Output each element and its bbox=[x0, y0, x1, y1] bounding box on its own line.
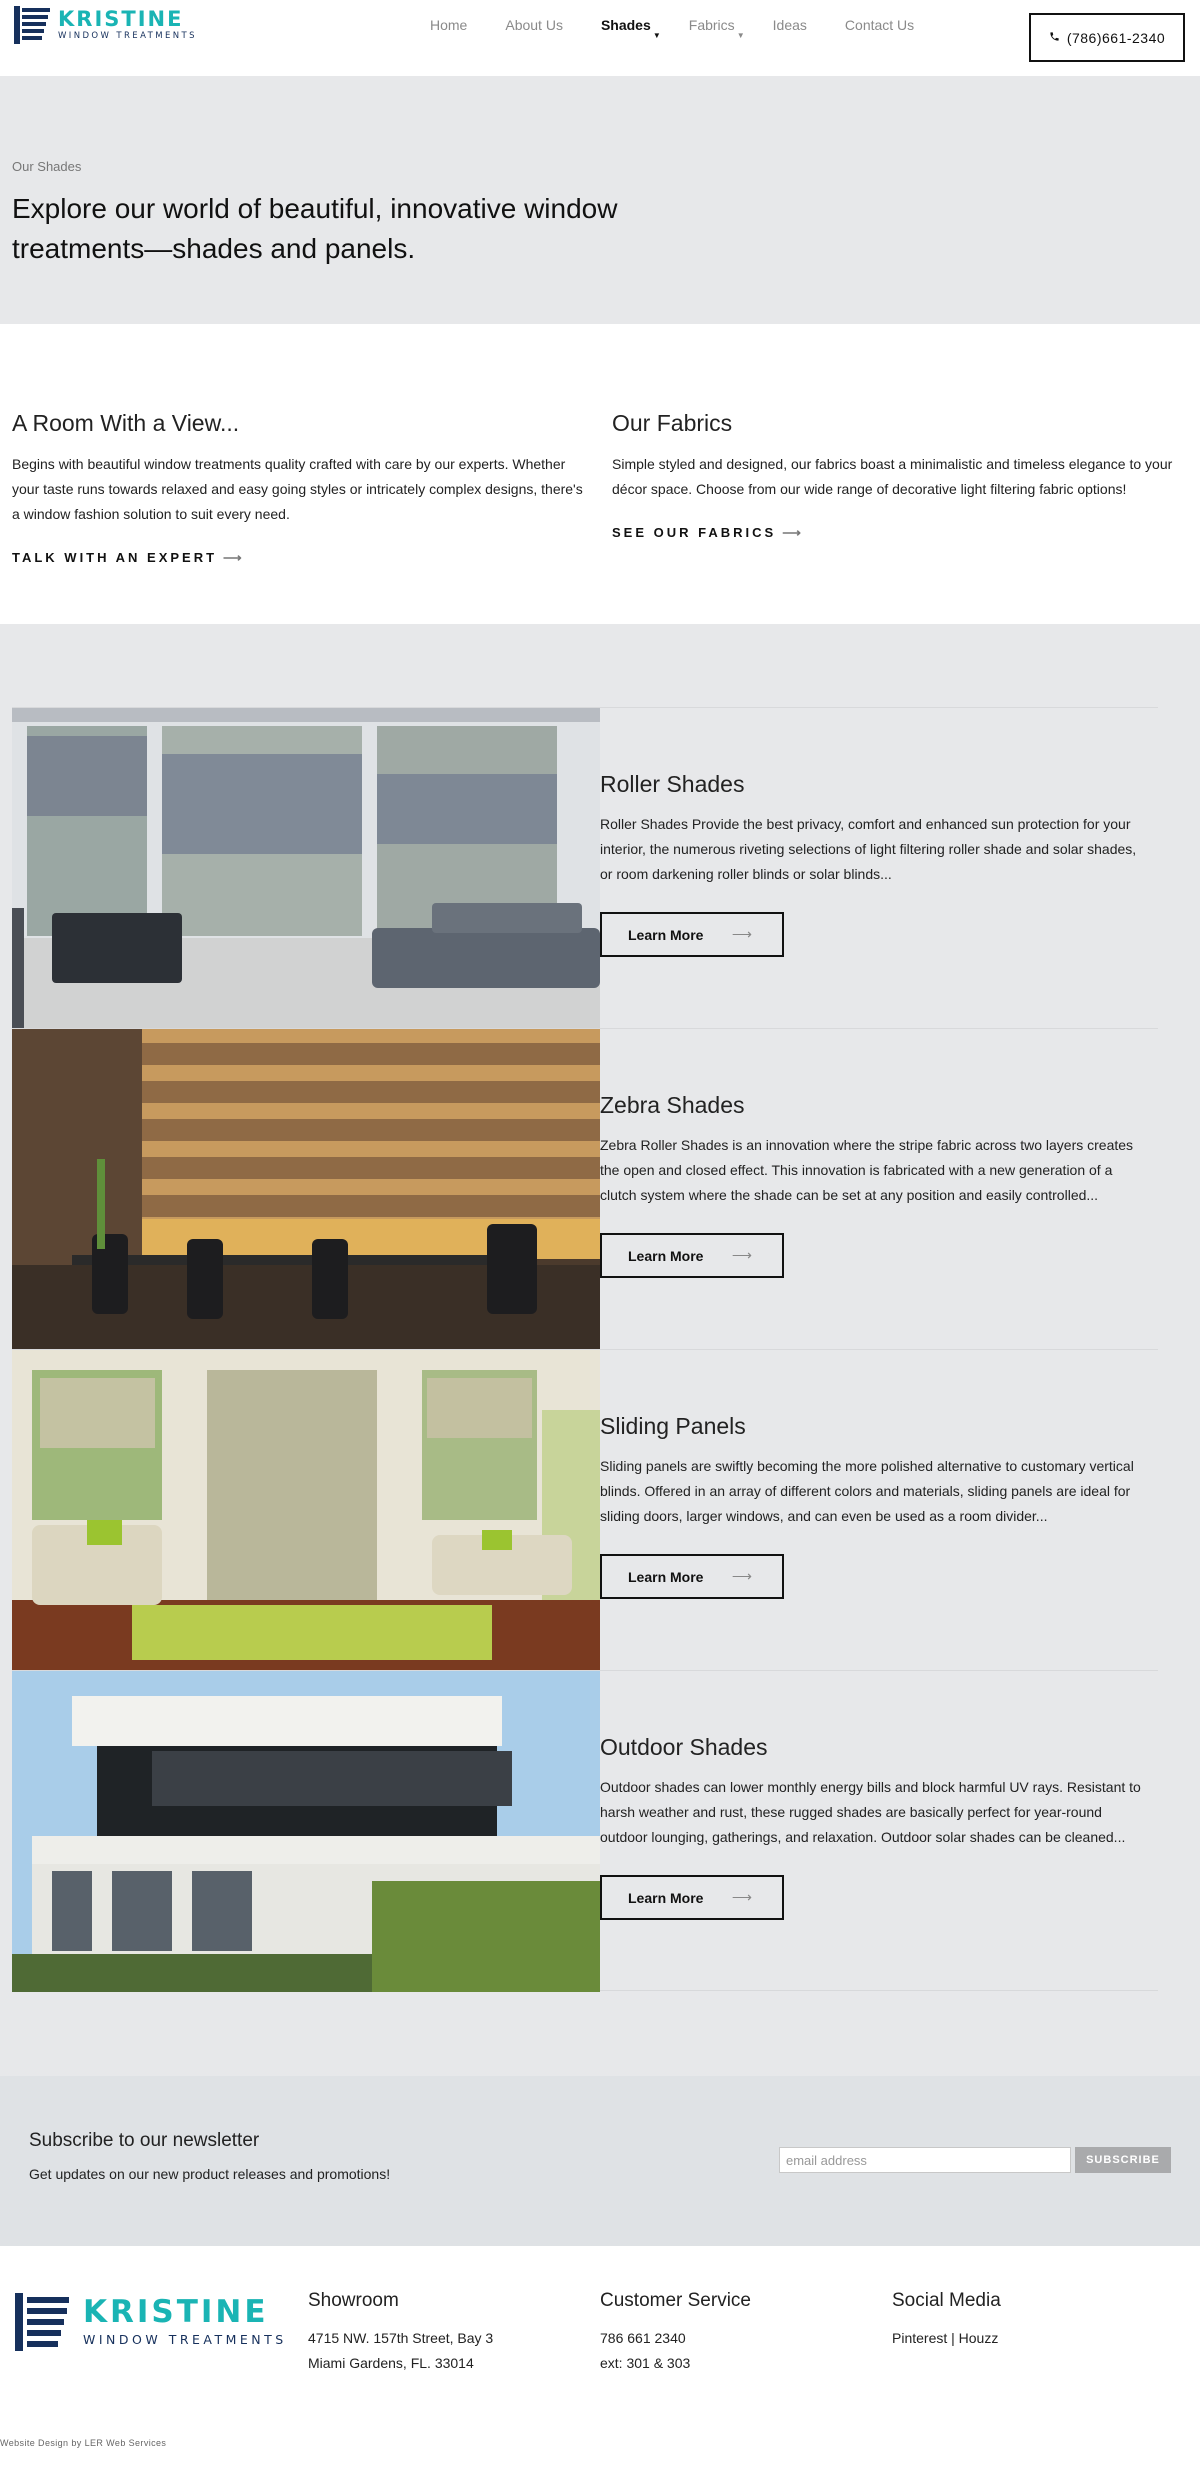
learn-more-label: Learn More bbox=[628, 1889, 704, 1906]
product-description: Zebra Roller Shades is an innovation where the stripe fabric across two layers creates the open and closed effect. This innovation is fabricated with a new generation of a clutch system where the shade can be set at any position and easily controlled... bbox=[600, 1137, 1134, 1203]
logo-wordmark: KRISTINE bbox=[58, 7, 184, 31]
showroom-column bbox=[308, 2290, 493, 2376]
roller-shades-info bbox=[600, 770, 1160, 957]
subscribe-button[interactable]: SUBSCRIBE bbox=[1075, 2147, 1171, 2173]
caret-down-icon: ▼ bbox=[652, 31, 661, 40]
product-title: Sliding Panels bbox=[600, 1413, 746, 1439]
our-fabrics-title: Our Fabrics bbox=[612, 410, 733, 436]
sliding-panels-info bbox=[600, 1412, 1160, 1599]
product-description: Sliding panels are swiftly becoming the more polished alternative to customary vertical blinds. Offered in an array of different colors and materials, sliding panels are ideal for sliding doors, larger windows, and can even be used as a room divider... bbox=[600, 1458, 1134, 1524]
showroom-address-line-1: 4715 NW. 157th Street, Bay 3 bbox=[308, 2330, 494, 2346]
nav-item-fabrics-label: Fabrics bbox=[688, 17, 735, 33]
talk-with-expert-link[interactable] bbox=[12, 550, 242, 566]
design-credit[interactable]: Website Design by LER Web Services bbox=[0, 2438, 167, 2448]
product-title: Zebra Shades bbox=[600, 1092, 745, 1118]
nav-item-contact-us[interactable]: Contact Us bbox=[844, 17, 915, 33]
product-description: Outdoor shades can lower monthly energy bills and block harmful UV rays. Resistant to harsh weather and rust, these rugged shades are basically perfect for year-round outdoor lounging, gatherings, and relaxation. Outdoor solar shades can be cleaned... bbox=[600, 1779, 1141, 1845]
learn-more-label: Learn More bbox=[628, 1247, 704, 1264]
customer-service-column bbox=[600, 2290, 751, 2376]
brand-logo[interactable] bbox=[14, 6, 197, 44]
social-media-column bbox=[892, 2290, 1001, 2351]
learn-more-label: Learn More bbox=[628, 1568, 704, 1585]
phone-icon bbox=[1049, 31, 1060, 45]
nav-item-ideas[interactable]: Ideas bbox=[772, 17, 807, 33]
logo-mark-icon bbox=[14, 6, 50, 44]
hero-eyebrow: Our Shades bbox=[12, 159, 82, 174]
product-title: Outdoor Shades bbox=[600, 1734, 768, 1760]
newsletter-section bbox=[0, 2076, 1200, 2246]
nav-item-shades-label: Shades bbox=[600, 17, 651, 33]
page-title: Explore our world of beautiful, innovative window treatments—shades and panels. bbox=[12, 193, 618, 264]
customer-service-phone[interactable]: 786 661 2340 bbox=[600, 2330, 686, 2346]
learn-more-label: Learn More bbox=[628, 926, 704, 943]
our-fabrics-body: Simple styled and designed, our fabrics boast a minimalistic and timeless elegance to your décor space. Choose from our wide range of decorative light filtering fabric options! bbox=[612, 456, 1173, 497]
showroom-title: Showroom bbox=[308, 2290, 399, 2311]
logo-tagline: WINDOW TREATMENTS bbox=[58, 31, 197, 41]
roller-shades-photo bbox=[12, 708, 600, 1029]
phone-number: (786)661-2340 bbox=[1066, 29, 1166, 46]
learn-more-button[interactable] bbox=[600, 1554, 784, 1599]
arrow-right-icon: ⟶ bbox=[223, 550, 242, 565]
arrow-right-icon: ⟶ bbox=[731, 1247, 752, 1263]
learn-more-button[interactable] bbox=[600, 912, 784, 957]
arrow-right-icon: ⟶ bbox=[731, 926, 752, 942]
product-sliding-panels bbox=[12, 1349, 1158, 1670]
intro-section bbox=[0, 324, 1200, 624]
room-with-view-body: Begins with beautiful window treatments quality crafted with care by our experts. Whether your taste runs towards relaxed and easy going styles or intricately complex designs, there's a window fashion solution to suit every need. bbox=[12, 456, 583, 522]
nav-item-home[interactable]: Home bbox=[430, 17, 468, 33]
product-roller-shades bbox=[12, 707, 1158, 1028]
product-outdoor-shades bbox=[12, 1670, 1158, 1991]
nav-item-shades[interactable] bbox=[600, 17, 661, 40]
footer-logo-tagline: WINDOW TREATMENTS bbox=[83, 2332, 287, 2347]
logo-mark-icon bbox=[15, 2293, 69, 2351]
room-with-view-title: A Room With a View... bbox=[12, 410, 240, 436]
learn-more-button[interactable] bbox=[600, 1233, 784, 1278]
customer-service-title: Customer Service bbox=[600, 2290, 751, 2311]
newsletter-title: Subscribe to our newsletter bbox=[29, 2130, 260, 2151]
products-section bbox=[0, 624, 1200, 2076]
product-title: Roller Shades bbox=[600, 771, 745, 797]
customer-service-ext: ext: 301 & 303 bbox=[600, 2355, 691, 2371]
arrow-right-icon: ⟶ bbox=[731, 1568, 752, 1584]
main-nav bbox=[430, 17, 952, 40]
social-media-links[interactable]: Pinterest | Houzz bbox=[892, 2330, 999, 2346]
learn-more-button[interactable] bbox=[600, 1875, 784, 1920]
newsletter-subtitle: Get updates on our new product releases and promotions! bbox=[29, 2166, 391, 2182]
see-our-fabrics-link[interactable] bbox=[612, 525, 801, 541]
arrow-right-icon: ⟶ bbox=[731, 1889, 752, 1905]
outdoor-shades-info bbox=[600, 1733, 1160, 1920]
product-description: Roller Shades Provide the best privacy, comfort and enhanced sun protection for your interior, the numerous riveting selections of light filtering roller shade and solar shades, or room darkening roller blinds or solar blinds... bbox=[600, 816, 1137, 882]
product-zebra-shades bbox=[12, 1028, 1158, 1349]
footer-logo-wordmark: KRISTINE bbox=[83, 2294, 269, 2330]
hero-section bbox=[0, 76, 1200, 324]
zebra-shades-photo bbox=[12, 1029, 600, 1350]
sliding-panels-photo bbox=[12, 1350, 600, 1671]
site-header bbox=[0, 0, 1200, 50]
showroom-address-line-2: Miami Gardens, FL. 33014 bbox=[308, 2355, 474, 2371]
talk-with-expert-label: TALK WITH AN EXPERT bbox=[12, 550, 218, 565]
site-footer bbox=[0, 2246, 1200, 2458]
nav-item-fabrics[interactable] bbox=[688, 17, 745, 40]
outdoor-shades-photo bbox=[12, 1671, 600, 1992]
phone-button[interactable] bbox=[1029, 13, 1185, 62]
social-media-title: Social Media bbox=[892, 2290, 1001, 2311]
arrow-right-icon: ⟶ bbox=[782, 525, 801, 540]
caret-down-icon: ▼ bbox=[736, 31, 745, 40]
room-with-view-block bbox=[12, 410, 587, 567]
nav-item-about-us[interactable]: About Us bbox=[505, 17, 563, 33]
footer-logo[interactable] bbox=[15, 2293, 287, 2351]
our-fabrics-block bbox=[612, 410, 1182, 542]
email-input[interactable] bbox=[779, 2147, 1071, 2173]
see-our-fabrics-label: SEE OUR FABRICS bbox=[612, 525, 777, 540]
zebra-shades-info bbox=[600, 1091, 1160, 1278]
